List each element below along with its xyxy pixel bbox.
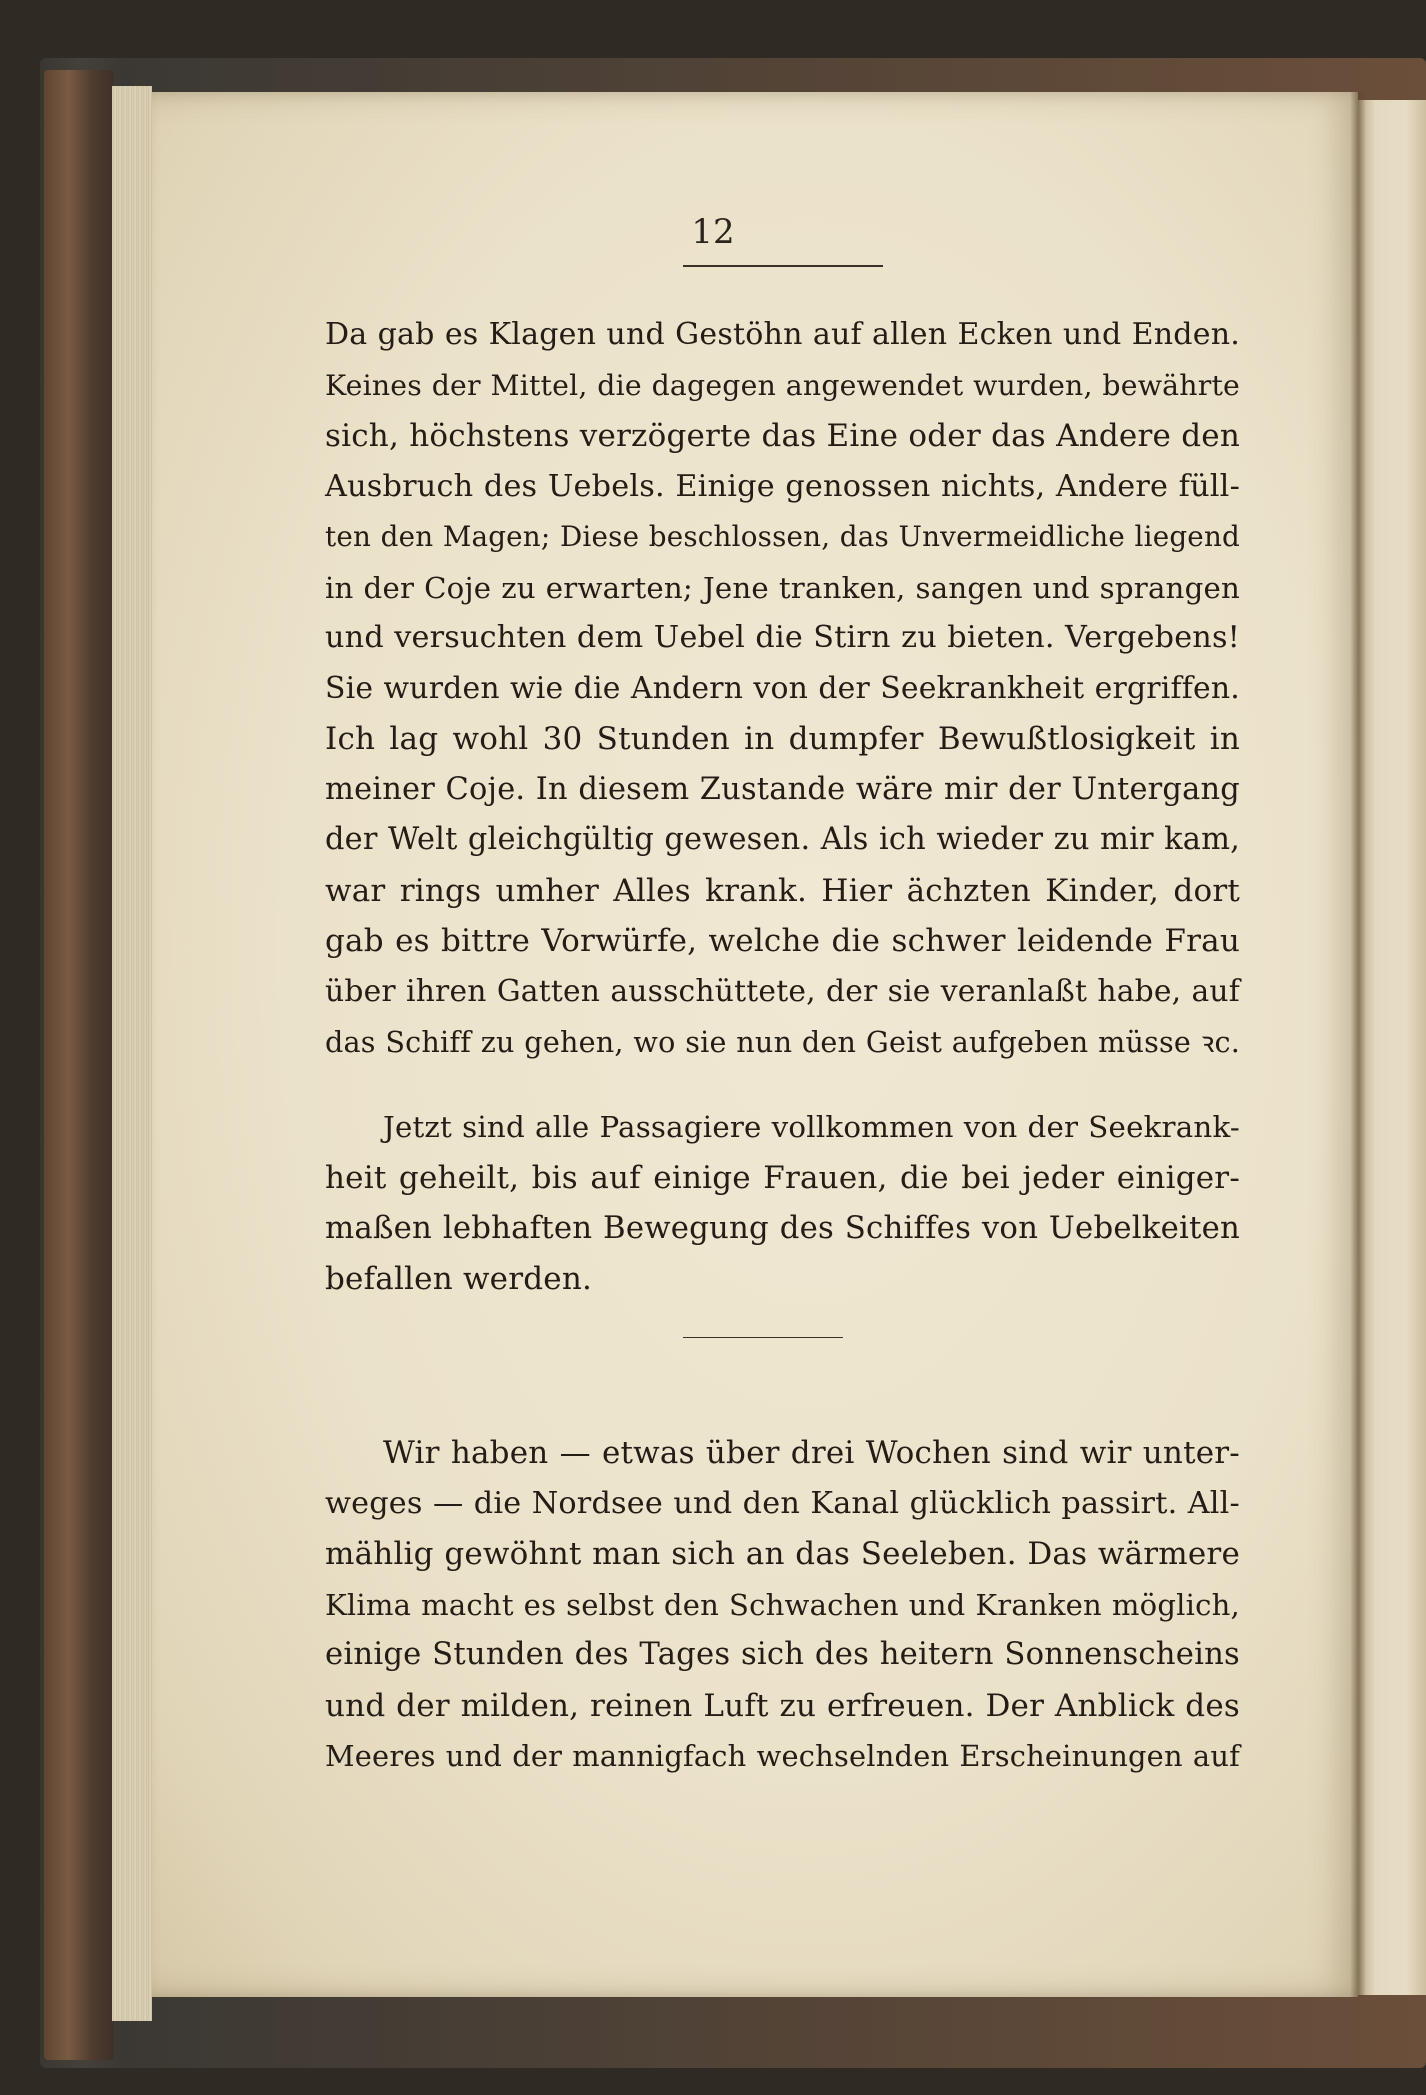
text-line: in der Coje zu erwarten; Jene tranken, sangen und sprangen	[325, 570, 1240, 605]
text-line: über ihren Gatten ausschüttete, der sie veranlaßt habe, auf	[325, 973, 1240, 1009]
book-spine-edge	[44, 70, 114, 2060]
paragraph-2	[325, 1102, 1240, 1304]
text-line: Sie wurden wie die Andern von der Seekrankheit ergriffen.	[325, 670, 1240, 706]
text-line: und der milden, reinen Luft zu erfreuen. Der Anblick des	[325, 1687, 1240, 1724]
text-line: das Schiff zu gehen, wo sie nun den Geist aufgeben müsse ꝛc.	[325, 1025, 1240, 1059]
text-line: Meeres und der mannigfach wechselnden Erscheinungen auf	[325, 1739, 1240, 1773]
paragraph-1	[325, 310, 1240, 1068]
text-line: Ausbruch des Uebels. Einige genossen nichts, Andere füll-	[325, 468, 1240, 504]
text-line: war rings umher Alles krank. Hier ächzten Kinder, dort	[325, 872, 1240, 909]
text-line: maßen lebhaften Bewegung des Schiffes von Uebelkeiten	[325, 1210, 1240, 1246]
text-line: Jetzt sind alle Passagiere vollkommen von der Seekrank-	[383, 1110, 1240, 1144]
text-line: Keines der Mittel, die dagegen angewendet wurden, bewährte	[325, 368, 1240, 402]
text-line: weges — die Nordsee und den Kanal glücklich passirt. All-	[325, 1485, 1240, 1521]
text-line: meiner Coje. In diesem Zustande wäre mir der Untergang	[325, 771, 1240, 807]
text-line: heit geheilt, bis auf einige Frauen, die bei jeder einiger-	[325, 1159, 1240, 1196]
text-line: einige Stunden des Tages sich des heitern Sonnenscheins	[325, 1637, 1240, 1672]
page-edges	[112, 86, 152, 2021]
text-line: mählig gewöhnt man sich an das Seeleben. Das wärmere	[325, 1536, 1240, 1572]
text-line: Klima macht es selbst den Schwachen und Kranken möglich,	[325, 1587, 1240, 1622]
text-line: Da gab es Klagen und Gestöhn auf allen Ecken und Enden.	[325, 317, 1240, 352]
text-line: ten den Magen; Diese beschlossen, das Unvermeidliche liegend	[325, 520, 1240, 553]
paragraph-3	[325, 1428, 1240, 1782]
text-line: und versuchten dem Uebel die Stirn zu bieten. Vergebens!	[325, 620, 1240, 655]
text-line: befallen werden.	[325, 1260, 593, 1297]
text-line: Wir haben — etwas über drei Wochen sind wir unter-	[383, 1435, 1240, 1471]
facing-page-edge	[1358, 100, 1426, 1995]
text-line: gab es bittre Vorwürfe, welche die schwer leidende Frau	[325, 923, 1240, 959]
text-line: sich, höchstens verzögerte das Eine oder das Andere den	[325, 418, 1240, 454]
section-divider	[683, 1337, 843, 1338]
page-number: 12	[691, 212, 735, 252]
page-gutter	[1350, 92, 1366, 1997]
text-line: der Welt gleichgültig gewesen. Als ich wieder zu mir kam,	[325, 822, 1240, 857]
header-rule	[683, 265, 883, 267]
text-line: Ich lag wohl 30 Stunden in dumpfer Bewußtlosigkeit in	[325, 721, 1240, 757]
